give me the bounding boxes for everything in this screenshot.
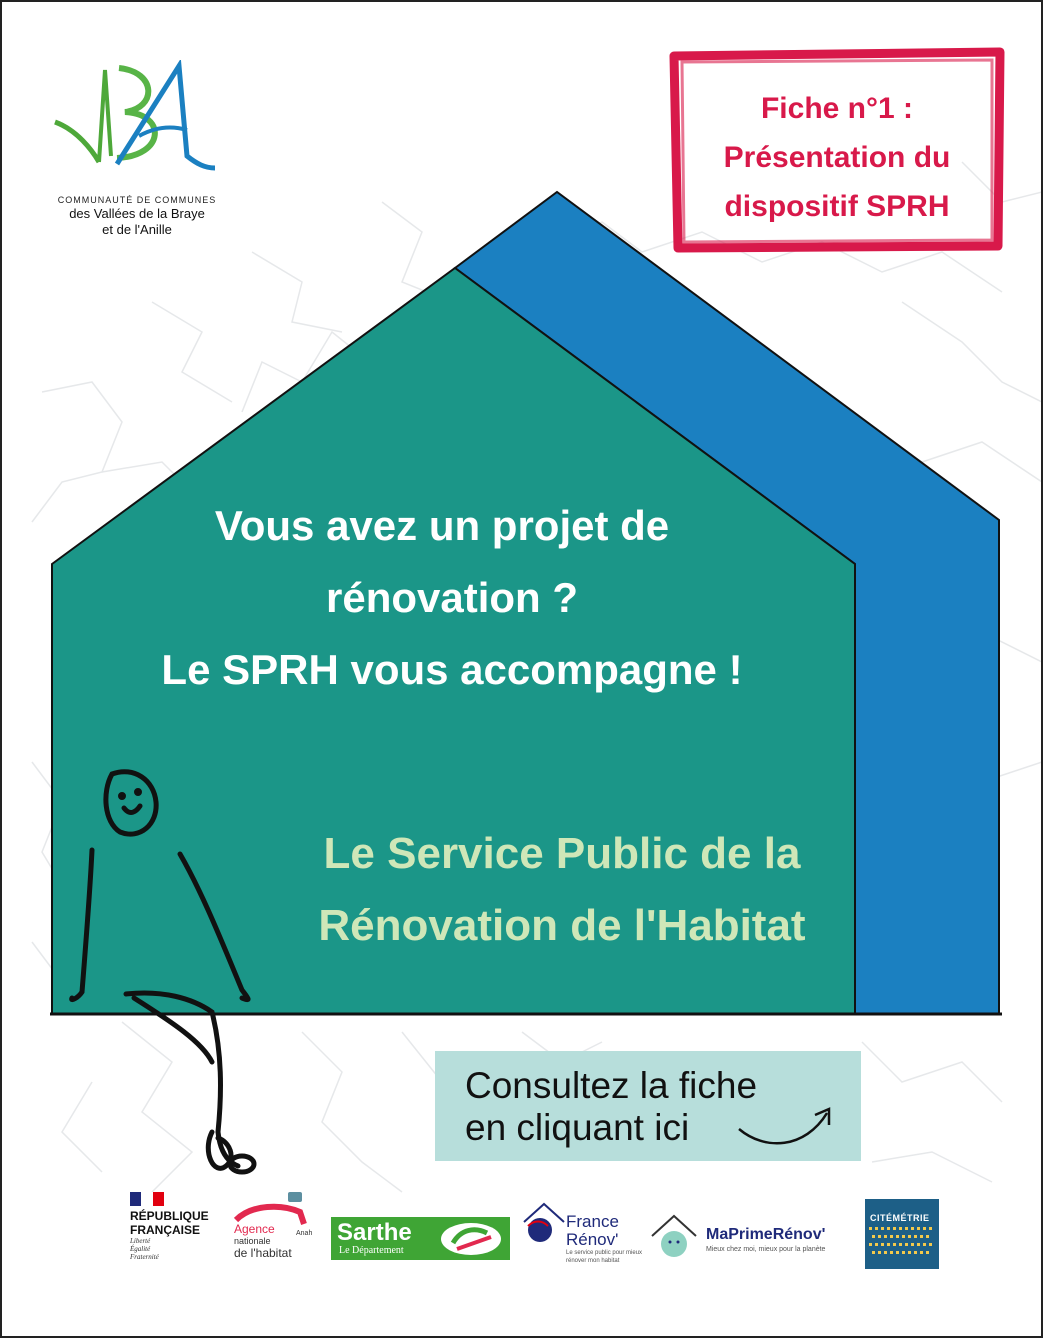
service-line2: Rénovation de l'Habitat — [318, 901, 806, 950]
headline-line2: rénovation ? — [325, 574, 579, 621]
org-logo-line1: COMMUNAUTÉ DE COMMUNES — [57, 195, 217, 205]
logo-france-renov — [520, 1198, 655, 1268]
service-line1: Le Service Public de la — [323, 829, 801, 878]
stamp-line2: Présentation du — [723, 141, 951, 174]
maprimerenov-name: MaPrimeRénov' — [706, 1226, 826, 1243]
headline-line1: Vous avez un projet de — [214, 502, 670, 549]
curved-arrow-icon — [735, 1103, 845, 1153]
anah-line1: Agence — [234, 1222, 275, 1236]
rf-motto2: Égalité — [130, 1245, 151, 1253]
anah-roof-icon — [232, 1190, 312, 1226]
cta-line2: en cliquant ici — [465, 1107, 690, 1148]
rf-motto3: Fraternité — [130, 1253, 159, 1261]
france-renov-house-icon — [520, 1198, 570, 1248]
anah-tag: Anah — [296, 1230, 313, 1237]
citemetrie-name: CITÉMÉTRIE — [870, 1213, 930, 1223]
stick-figure-icon — [62, 762, 272, 1192]
logo-anah — [232, 1190, 322, 1262]
maprimerenov-house-icon — [650, 1212, 700, 1262]
headline — [92, 490, 812, 706]
france-renov-line1: France — [566, 1212, 619, 1231]
stamp-line3: dispositif SPRH — [724, 190, 950, 223]
org-logo-line3: et de l'Anille — [102, 222, 172, 237]
rf-line1: RÉPUBLIQUE — [130, 1209, 209, 1223]
headline-line3: Le SPRH vous accompagne ! — [161, 646, 743, 693]
cta-box[interactable] — [435, 1051, 861, 1161]
service-title — [272, 818, 852, 962]
vba-logo-icon — [47, 60, 227, 190]
sarthe-emblem-icon — [435, 1219, 505, 1259]
logo-sarthe — [331, 1217, 510, 1260]
logo-republique-francaise — [130, 1192, 220, 1264]
sarthe-sub: Le Département — [339, 1245, 404, 1256]
france-renov-line2: Rénov' — [566, 1230, 619, 1249]
stamp-title — [692, 84, 982, 231]
france-renov-tagline1: Le service public pour mieux — [566, 1250, 643, 1256]
citemetrie-pattern-icon — [869, 1227, 935, 1263]
sarthe-name: Sarthe — [337, 1219, 412, 1246]
maprimerenov-tagline: Mieux chez moi, mieux pour la planète — [706, 1246, 826, 1253]
logo-citemetrie — [865, 1199, 939, 1269]
rf-line2: FRANÇAISE — [130, 1223, 201, 1237]
logo-maprimerenov — [650, 1212, 860, 1268]
rf-motto1: Liberté — [130, 1237, 151, 1245]
france-renov-tagline2: rénover mon habitat — [566, 1258, 620, 1264]
org-logo-line2: des Vallées de la Braye — [69, 206, 205, 221]
cta-line1: Consultez la fiche — [465, 1065, 758, 1106]
org-logo — [47, 60, 227, 240]
anah-line2: nationale — [234, 1236, 271, 1246]
stamp-line1: Fiche n°1 : — [760, 92, 914, 125]
anah-line3: de l'habitat — [234, 1246, 292, 1260]
